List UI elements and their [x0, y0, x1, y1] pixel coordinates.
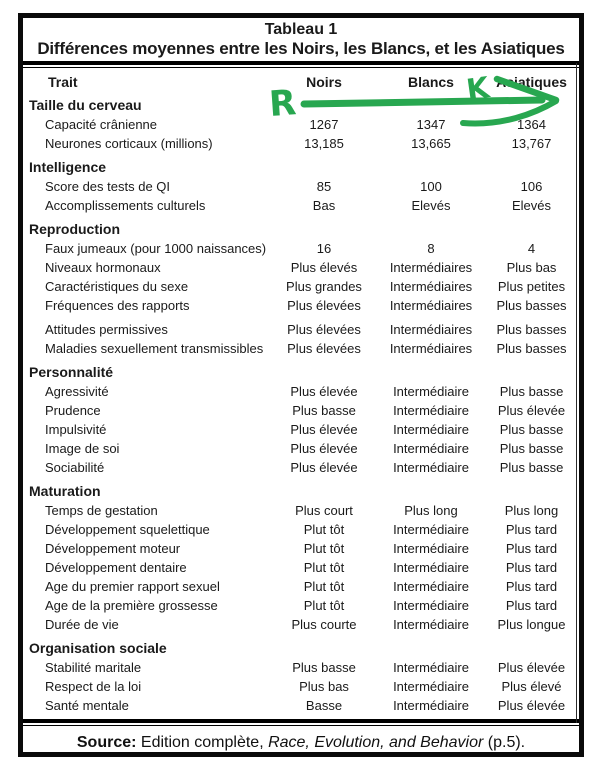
table-row	[23, 339, 579, 358]
row-value-noirs: 13,185	[304, 136, 344, 151]
row-label: Age du premier rapport sexuel	[45, 579, 220, 594]
row-value-noirs: Plus élevées	[287, 341, 361, 356]
table-row	[23, 520, 579, 539]
row-value-noirs: Plus courte	[291, 617, 357, 632]
row-value-asiatiques: Plus basse	[499, 422, 564, 437]
column-header-noirs: Noirs	[306, 74, 342, 90]
row-value-blancs: Plus long	[404, 503, 458, 518]
column-header-trait: Trait	[48, 74, 78, 90]
section-header: Organisation sociale	[29, 640, 167, 656]
row-value-blancs: Intermédiaire	[393, 522, 469, 537]
row-value-noirs: Plus élevés	[290, 260, 358, 275]
row-value-blancs: Intermédiaire	[393, 679, 469, 694]
row-value-asiatiques: Plus élevée	[497, 403, 566, 418]
row-value-noirs: Plus élevée	[290, 422, 358, 437]
row-label: Caractéristiques du sexe	[45, 279, 189, 294]
row-value-asiatiques: 106	[520, 179, 543, 194]
annotation-letter-r: R	[267, 83, 298, 125]
inner-right-rule	[576, 63, 577, 723]
table-row	[23, 658, 579, 677]
row-value-asiatiques: Plus tard	[505, 560, 558, 575]
table-row	[23, 539, 579, 558]
annotation-letter-k: K	[464, 70, 492, 107]
row-value-asiatiques: Plus basse	[499, 384, 564, 399]
row-label: Durée de vie	[45, 617, 119, 632]
table-row	[23, 296, 579, 315]
table-row	[23, 177, 579, 196]
row-value-noirs: Plus bas	[299, 679, 349, 694]
table-body	[23, 96, 579, 715]
row-label: Sociabilité	[45, 460, 105, 475]
row-value-asiatiques: Plus tard	[505, 579, 558, 594]
table-row	[23, 420, 579, 439]
table-row	[23, 501, 579, 520]
source-edition-text: Edition complète,	[136, 734, 269, 751]
section-header: Maturation	[29, 483, 101, 499]
section-header: Personnalité	[29, 364, 114, 380]
row-value-blancs: Intermédiaire	[393, 660, 469, 675]
row-value-noirs: Plut tôt	[303, 522, 345, 537]
section-header: Intelligence	[29, 159, 107, 175]
row-value-asiatiques: Plus basse	[499, 460, 564, 475]
row-label: Accomplissements culturels	[45, 198, 206, 213]
table-row	[23, 696, 579, 715]
row-label: Neurones corticaux (millions)	[45, 136, 213, 151]
row-value-asiatiques: Plus basses	[496, 298, 567, 313]
table-row	[23, 558, 579, 577]
table-row	[23, 577, 579, 596]
row-value-asiatiques: 13,767	[511, 136, 552, 151]
row-value-asiatiques: Plus petites	[497, 279, 566, 294]
source-label: Source:	[76, 734, 137, 751]
row-value-blancs: 8	[427, 241, 435, 256]
table-frame	[18, 13, 584, 757]
row-value-asiatiques: 4	[527, 241, 536, 256]
source-book-title: Race, Evolution, and Behavior	[268, 734, 484, 751]
row-label: Impulsivité	[45, 422, 107, 437]
column-header-blancs: Blancs	[408, 74, 454, 90]
row-value-asiatiques: Plus tard	[505, 598, 558, 613]
table-row	[23, 615, 579, 634]
row-value-blancs: Intermédiaires	[389, 298, 473, 313]
row-value-blancs: Intermédiaires	[389, 279, 473, 294]
row-value-asiatiques: Plus tard	[505, 541, 558, 556]
row-label: Maladies sexuellement transmissibles	[45, 341, 264, 356]
row-value-blancs: 1347	[416, 117, 446, 132]
table-title: Différences moyennes entre les Noirs, les Blancs, et les Asiatiques	[37, 39, 565, 58]
row-label: Développement squelettique	[45, 522, 210, 537]
source-divider	[23, 719, 579, 726]
row-value-blancs: Intermédiaires	[389, 260, 473, 275]
table-section	[23, 96, 579, 153]
row-value-noirs: 16	[316, 241, 332, 256]
row-label: Score des tests de QI	[45, 179, 171, 194]
row-value-blancs: 13,665	[411, 136, 451, 151]
table-row	[23, 196, 579, 215]
row-label: Santé mentale	[45, 698, 129, 713]
row-value-asiatiques: Plus basses	[496, 341, 567, 356]
row-value-blancs: Intermédiaire	[393, 403, 469, 418]
table-row	[23, 439, 579, 458]
row-value-noirs: Plus élevées	[287, 298, 361, 313]
row-value-blancs: Intermédiaire	[393, 560, 469, 575]
row-value-blancs: Intermédiaire	[393, 598, 469, 613]
row-value-noirs: Plus grandes	[286, 279, 362, 294]
section-header: Reproduction	[29, 221, 120, 237]
row-label: Age de la première grossesse	[45, 598, 218, 613]
row-label: Fréquences des rapports	[45, 298, 190, 313]
row-value-noirs: Plut tôt	[303, 579, 345, 594]
row-value-blancs: Intermédiaires	[389, 322, 473, 337]
row-value-noirs: Plus basse	[292, 403, 356, 418]
row-value-blancs: Intermédiaire	[393, 460, 469, 475]
table-section	[23, 363, 579, 477]
row-value-asiatiques: Plus élevée	[497, 698, 566, 713]
section-header: Taille du cerveau	[29, 97, 142, 113]
row-value-noirs: Plus court	[295, 503, 353, 518]
row-value-noirs: Plus élevée	[290, 460, 358, 475]
row-value-noirs: Plus élevées	[287, 322, 361, 337]
row-label: Attitudes permissives	[45, 322, 168, 337]
row-value-asiatiques: 1364	[517, 117, 546, 132]
row-value-blancs: Intermédiaire	[393, 422, 469, 437]
row-value-noirs: Plus élevée	[290, 384, 358, 399]
row-label: Faux jumeaux (pour 1000 naissances)	[45, 241, 267, 256]
row-value-asiatiques: Plus basse	[499, 441, 564, 456]
row-value-blancs: Intermédiaire	[393, 384, 469, 399]
row-value-noirs: Bas	[312, 198, 336, 213]
row-label: Image de soi	[45, 441, 120, 456]
table-row	[23, 401, 579, 420]
row-value-asiatiques: Plus bas	[506, 260, 557, 275]
row-value-asiatiques: Plus élevée	[497, 660, 566, 675]
table-row	[23, 115, 579, 134]
table-row	[23, 239, 579, 258]
row-value-blancs: 100	[420, 179, 442, 194]
row-value-noirs: Plut tôt	[303, 560, 345, 575]
row-label: Développement dentaire	[45, 560, 187, 575]
row-value-noirs: Plus basse	[292, 660, 356, 675]
table-section	[23, 639, 579, 715]
table-row	[23, 596, 579, 615]
table-title-block	[23, 18, 579, 59]
table-row	[23, 134, 579, 153]
source-page-ref: (p.5).	[483, 734, 526, 751]
row-value-blancs: Intermédiaire	[393, 579, 469, 594]
row-value-noirs: Basse	[305, 698, 343, 713]
row-value-noirs: Plut tôt	[303, 541, 345, 556]
table-row	[23, 258, 579, 277]
table-row	[23, 277, 579, 296]
table-row	[23, 320, 579, 339]
row-label: Capacité crânienne	[45, 117, 158, 132]
row-label: Respect de la loi	[45, 679, 142, 694]
row-value-asiatiques: Plus long	[504, 503, 559, 518]
row-label: Développement moteur	[45, 541, 181, 556]
row-value-asiatiques: Elevés	[511, 198, 552, 213]
table-number: Tableau 1	[264, 21, 338, 38]
row-value-noirs: Plut tôt	[303, 598, 345, 613]
row-label: Stabilité maritale	[45, 660, 142, 675]
row-value-blancs: Intermédiaire	[393, 617, 469, 632]
source-line	[23, 726, 579, 752]
row-label: Temps de gestation	[45, 503, 158, 518]
row-value-blancs: Intermédiaires	[389, 341, 473, 356]
table-section	[23, 158, 579, 215]
row-value-noirs: Plus élevée	[290, 441, 358, 456]
row-value-asiatiques: Plus élevé	[501, 679, 562, 694]
row-value-asiatiques: Plus tard	[505, 522, 558, 537]
row-value-blancs: Intermédiaire	[393, 441, 469, 456]
title-divider	[23, 61, 579, 68]
row-value-blancs: Intermédiaire	[393, 698, 469, 713]
column-header-asiatiques: Asiatiques	[496, 74, 567, 90]
row-label: Prudence	[45, 403, 101, 418]
table-row	[23, 677, 579, 696]
row-value-noirs: 85	[316, 179, 332, 194]
row-value-asiatiques: Plus longue	[497, 617, 566, 632]
row-label: Niveaux hormonaux	[45, 260, 161, 275]
table-section	[23, 220, 579, 358]
row-value-noirs: 1267	[309, 117, 339, 132]
row-value-blancs: Elevés	[411, 198, 451, 213]
table-section	[23, 482, 579, 634]
row-value-blancs: Intermédiaire	[393, 541, 469, 556]
row-value-asiatiques: Plus basses	[496, 322, 567, 337]
row-label: Agressivité	[45, 384, 109, 399]
table-row	[23, 458, 579, 477]
table-row	[23, 382, 579, 401]
column-header-row	[23, 73, 579, 91]
